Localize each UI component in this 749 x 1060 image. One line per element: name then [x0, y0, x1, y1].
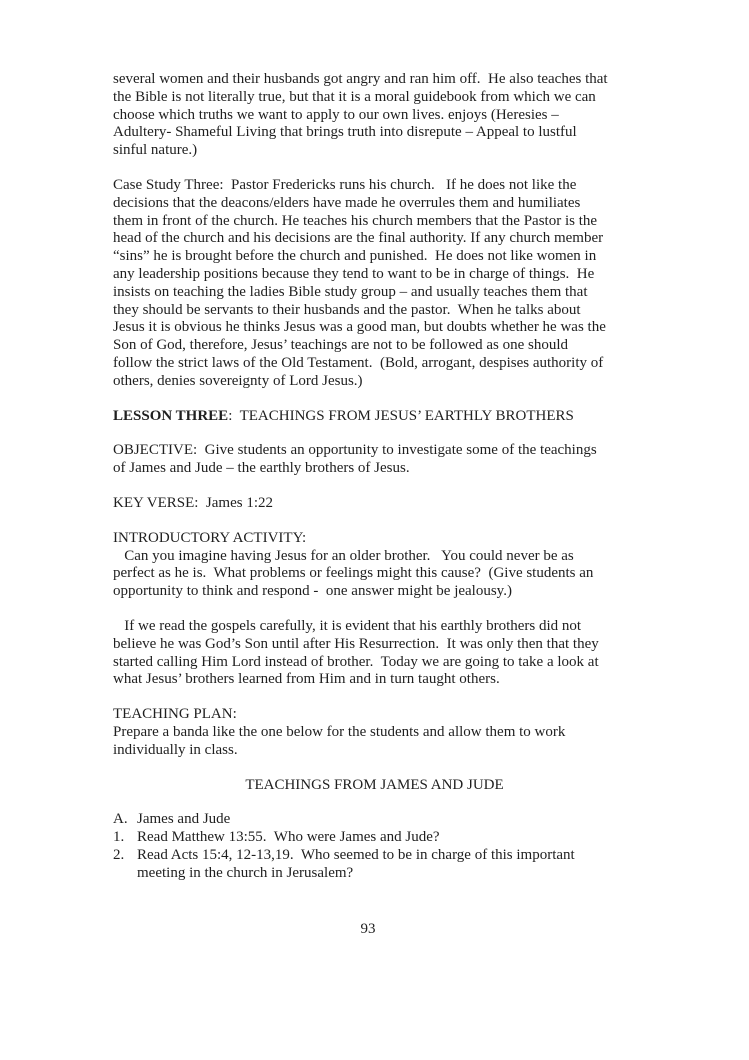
- text-line: head of the church and his decisions are the final authority. If any church member: [113, 230, 604, 247]
- paragraph: [113, 442, 649, 478]
- text-line: perfect as he is. What problems or feelings might this cause? (Give students an: [113, 565, 594, 582]
- text-line: sinful nature.): [113, 142, 198, 159]
- text-line: others, denies sovereignty of Lord Jesus.): [113, 372, 363, 389]
- paragraph: [113, 530, 649, 601]
- paragraph: [113, 177, 649, 391]
- text-line: individually in class.: [113, 741, 238, 758]
- text-line: the Bible is not literally true, but that it is a moral guidebook from which we can: [113, 88, 596, 105]
- text-line: Can you imagine having Jesus for an older brother. You could never be as: [113, 547, 574, 564]
- text-line: Adultery- Shameful Living that brings truth into disrepute – Appeal to lustful: [113, 124, 577, 141]
- text-line: meeting in the church in Jerusalem?: [137, 864, 354, 881]
- text-line: of James and Jude – the earthly brothers of Jesus.: [113, 460, 410, 477]
- text-line: KEY VERSE: James 1:22: [113, 494, 273, 511]
- page-number: 93: [360, 921, 376, 938]
- paragraph: [113, 618, 649, 689]
- text-line: Case Study Three: Pastor Fredericks runs his church. If he does not like the: [113, 176, 577, 193]
- list-marker: [113, 865, 137, 883]
- text-line: OBJECTIVE: Give students an opportunity to investigate some of the teachings: [113, 442, 597, 459]
- text-line: Prepare a banda like the one below for the students and allow them to work: [113, 723, 566, 740]
- lesson-heading: [113, 408, 649, 426]
- list-item: [113, 847, 649, 865]
- text-line: decisions that the deacons/elders have made he overrules them and humiliates: [113, 194, 581, 211]
- text-line: them in front of the church. He teaches his church members that the Pastor is the: [113, 212, 598, 229]
- text-line: James and Jude: [137, 811, 231, 828]
- text-line: choose which truths we want to apply to our own lives. enjoys (Heresies –: [113, 106, 559, 123]
- text-line: Read Matthew 13:55. Who were James and Jude?: [137, 829, 440, 846]
- text-line: several women and their husbands got angry and ran him off. He also teaches that: [113, 71, 608, 87]
- text-line: Read Acts 15:4, 12-13,19. Who seemed to be in charge of this important: [137, 846, 575, 863]
- paragraph: [113, 706, 649, 759]
- question-list: [113, 811, 649, 882]
- paragraph: [113, 71, 649, 160]
- text-line: Son of God, therefore, Jesus’ teachings are not to be followed as one should: [113, 337, 569, 354]
- section-heading: TEACHINGS FROM JAMES AND JUDE: [245, 776, 504, 793]
- text-line: TEACHING PLAN:: [113, 706, 237, 723]
- list-item: [113, 865, 649, 883]
- paragraph: [113, 495, 649, 513]
- list-marker: 2.: [113, 846, 125, 863]
- text-line: “sins” he is brought before the church and punished. He does not like women in: [113, 248, 597, 265]
- text-line: opportunity to think and respond - one answer might be jealousy.): [113, 583, 512, 600]
- text-line: any leadership positions because they tend to want to be in charge of things. He: [113, 265, 595, 282]
- list-marker: 1.: [113, 829, 125, 846]
- list-marker: A.: [113, 811, 128, 828]
- text-line: insists on teaching the ladies Bible study group – and usually teaches them that: [113, 283, 588, 300]
- text-line: believe he was God’s Son until after His Resurrection. It was only then that they: [113, 635, 599, 652]
- list-item: [113, 829, 649, 847]
- text-line: Jesus it is obvious he thinks Jesus was a good man, but doubts whether he was the: [113, 319, 606, 336]
- text-line: follow the strict laws of the Old Testament. (Bold, arrogant, despises authority of: [113, 354, 604, 371]
- lesson-heading-title: LESSON THREE: [113, 407, 229, 424]
- text-line: If we read the gospels carefully, it is evident that his earthly brothers did not: [113, 617, 582, 634]
- text-line: INTRODUCTORY ACTIVITY:: [113, 529, 307, 546]
- text-line: they should be servants to their husbands and the pastor. When he talks about: [113, 301, 581, 318]
- text-line: what Jesus’ brothers learned from Him and in turn taught others.: [113, 671, 500, 688]
- list-item: [113, 811, 649, 829]
- text-line: started calling Him Lord instead of brother. Today we are going to take a look at: [113, 653, 599, 670]
- lesson-heading-subtitle: : TEACHINGS FROM JESUS’ EARTHLY BROTHERS: [228, 407, 574, 424]
